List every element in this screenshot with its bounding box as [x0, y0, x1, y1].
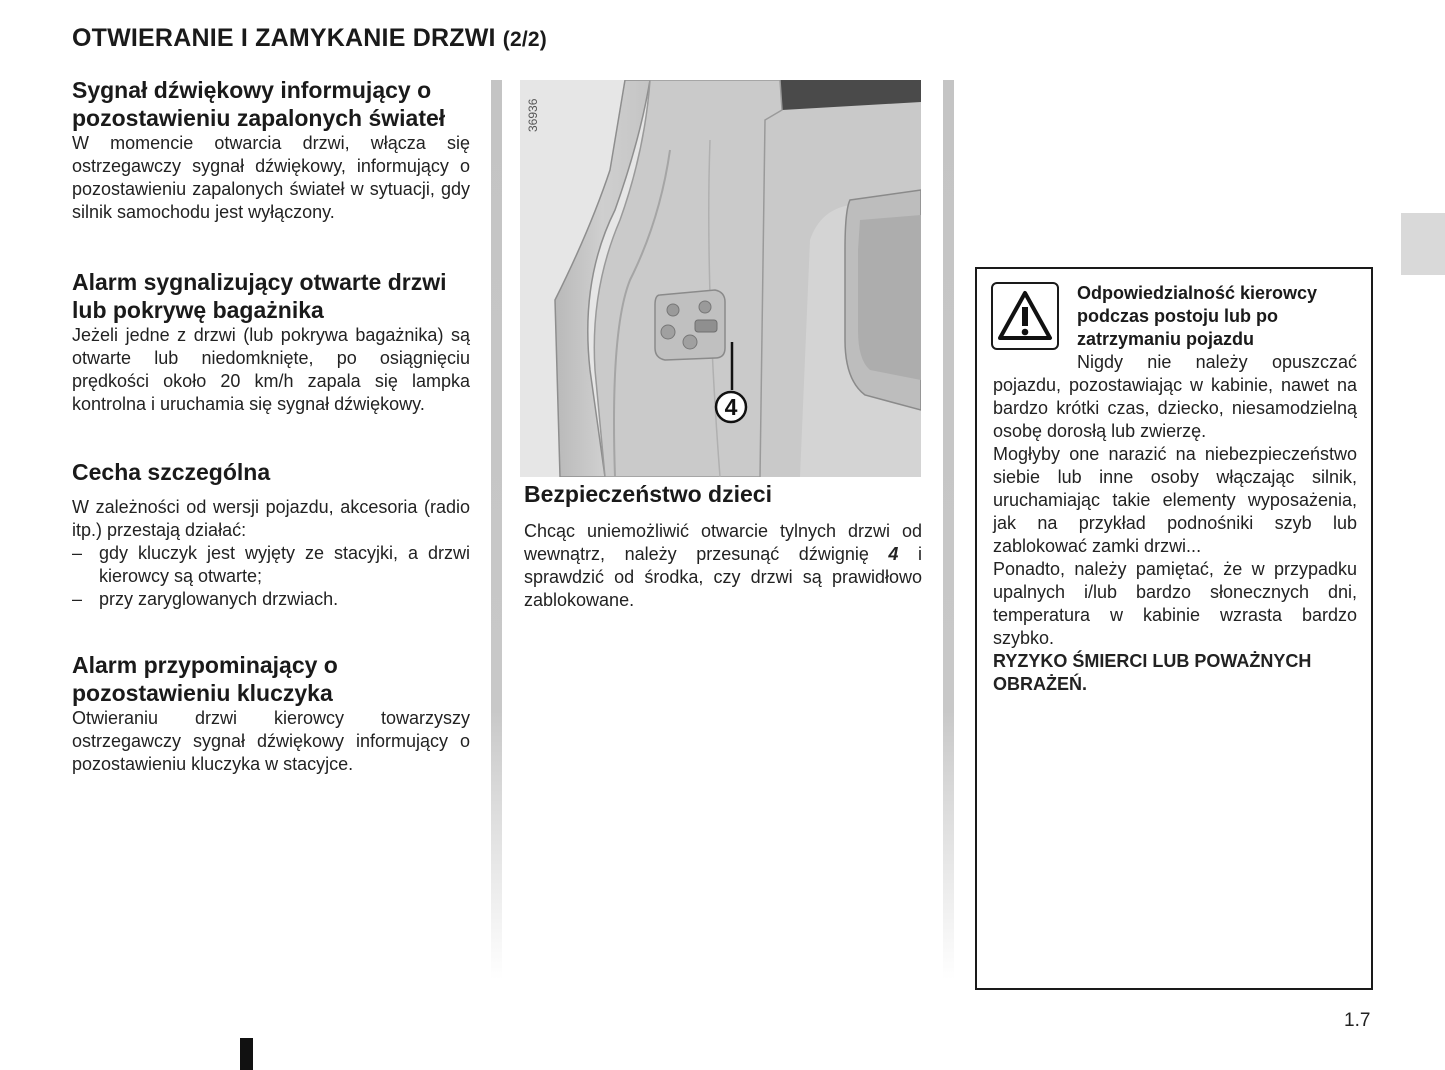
section-heading: Alarm sygnalizujący otwarte drzwi lub pokrywę bagażnika	[72, 269, 447, 323]
page-number: 1.7	[1344, 1010, 1371, 1031]
lever-reference: 4	[888, 544, 899, 564]
column-divider-right	[943, 80, 954, 980]
danger-statement: RYZYKO ŚMIERCI LUB POWAŻNYCH OBRAŻEŃ.	[993, 651, 1312, 694]
section-key-alarm	[72, 651, 470, 776]
door-lever-illustration	[520, 80, 921, 477]
warning-box	[975, 267, 1373, 990]
left-column	[72, 76, 470, 806]
column-divider-left	[491, 80, 502, 980]
illustration-reference-number: 36936	[526, 98, 540, 132]
warning-paragraph: Mogłyby one narazić na niebezpieczeństwo siebie lub inne osoby włączając silnik, uruchamiając takie elementy wyposażenia, jak na przykład podnośniki szyb lub zablokować zamki drzwi...	[993, 444, 1357, 556]
warning-triangle-icon	[991, 282, 1059, 350]
page-title-suffix: (2/2)	[502, 28, 547, 51]
list-item: – przy zaryglowanych drzwiach.	[72, 589, 339, 609]
child-safety-heading: Bezpieczeństwo dzieci	[524, 481, 772, 507]
section-body: W momencie otwarcia drzwi, włącza się ostrzegawczy sygnał dźwiękowy, informujący o pozostawieniu zapalonych świateł w sytuacji, gdy silnik samochodu jest wyłączony.	[72, 133, 470, 222]
section-body: Otwieraniu drzwi kierowcy towarzyszy ostrzegawczy sygnał dźwiękowy informujący o pozostawieniu kluczyka w stacyjce.	[72, 708, 470, 774]
list-item: – gdy kluczyk jest wyjęty ze stacyjki, a drzwi kierowcy są otwarte;	[72, 543, 470, 586]
section-heading: Sygnał dźwiękowy informujący o pozostawieniu zapalonych świateł	[72, 77, 446, 131]
print-mark	[240, 1038, 253, 1070]
child-safety-body: Chcąc uniemożliwić otwarcie tylnych drzwi od wewnątrz, należy przesunąć dźwignię 4 i sprawdzić od środka, czy drzwi są prawidłowo zablokowane.	[524, 521, 923, 610]
callout-label: 4	[724, 394, 738, 420]
section-heading: Alarm przypominający o pozostawieniu kluczyka	[72, 652, 338, 706]
child-safety-section	[524, 480, 922, 612]
section-special-feature	[72, 458, 470, 611]
warning-heading: Odpowiedzialność kierowcy podczas postoju lub po zatrzymaniu pojazdu	[1077, 283, 1318, 349]
section-lights-signal	[72, 76, 470, 224]
page-title	[72, 24, 547, 53]
section-body: Jeżeli jedne z drzwi (lub pokrywa bagażnika) są otwarte lub niedomknięte, po osiągnięciu prędkości około 20 km/h zapala się lampka kontrolna i uruchamia się sygnał dźwiękowy.	[72, 325, 470, 414]
section-body: W zależności od wersji pojazdu, akcesoria (radio itp.) przestają działać:	[72, 497, 470, 540]
section-heading: Cecha szczególna	[72, 459, 271, 485]
page-title-text: OTWIERANIE I ZAMYKANIE DRZWI	[72, 24, 496, 52]
chapter-tab	[1401, 213, 1445, 275]
warning-text	[993, 351, 1357, 696]
warning-paragraph: Ponadto, należy pamiętać, że w przypadku upalnych i/lub bardzo słonecznych dni, temperatura w kabinie wzrasta bardzo szybko.	[993, 559, 1357, 648]
warning-paragraph: Nigdy nie należy opuszczać pojazdu, pozostawiając w kabinie, nawet na bardzo krótki czas, dziecko, niesamodzielną osobę dorosłą lub zwierzę.	[993, 352, 1357, 441]
section-door-alarm	[72, 268, 470, 416]
feature-list	[72, 542, 470, 611]
